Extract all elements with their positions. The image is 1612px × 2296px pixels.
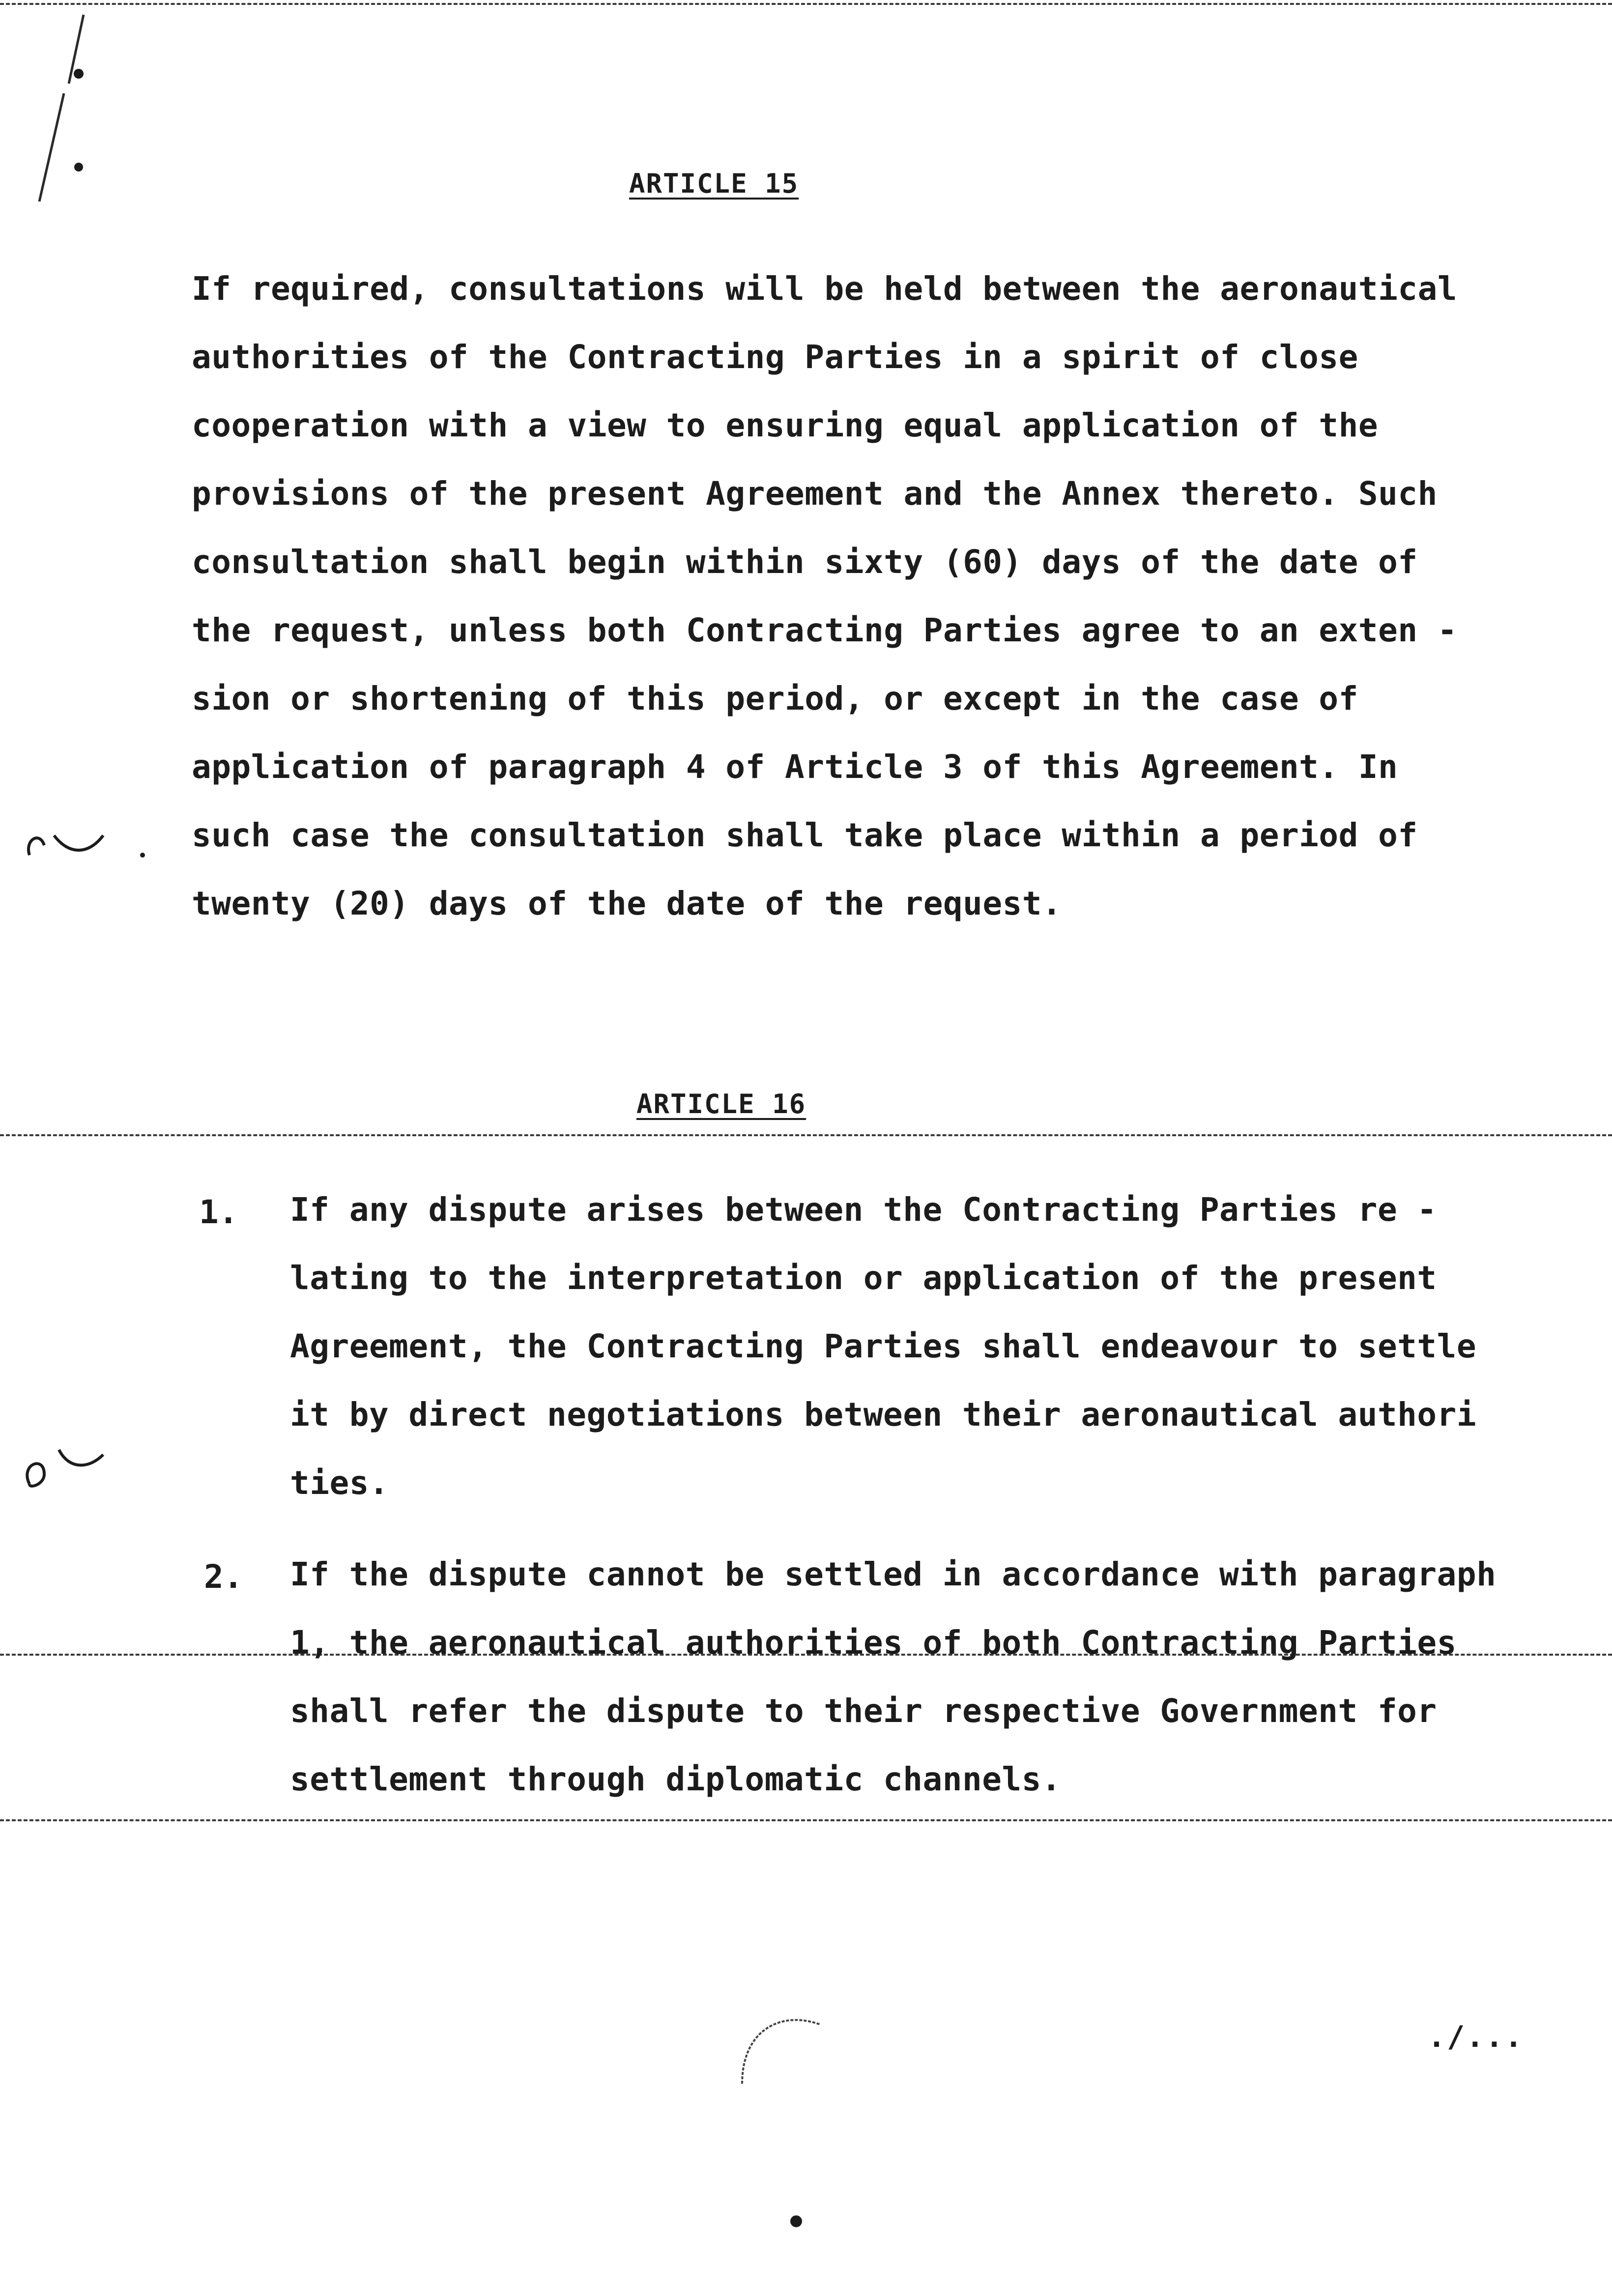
scan-rule bbox=[0, 1134, 1612, 1136]
article-15-heading: ARTICLE 15 bbox=[629, 168, 799, 199]
scan-rule bbox=[0, 3, 1612, 5]
text-line: ties. bbox=[290, 1464, 389, 1502]
text-line: If the dispute cannot be settled in accordance with paragraph bbox=[290, 1555, 1497, 1593]
margin-tick-mark bbox=[15, 816, 152, 875]
text-line: sion or shortening of this period, or except in the case of bbox=[192, 680, 1358, 718]
paragraph-number: 1. bbox=[199, 1193, 238, 1231]
article-16-paragraph-2 bbox=[290, 1540, 1496, 1813]
text-line: authorities of the Contracting Parties in a spirit of close bbox=[192, 338, 1358, 376]
text-line: it by direct negotiations between their aeronautical authori bbox=[290, 1396, 1477, 1434]
text-line: If any dispute arises between the Contracting Parties re - bbox=[290, 1191, 1437, 1229]
stray-dot bbox=[786, 2211, 806, 2231]
text-line: twenty (20) days of the date of the request. bbox=[192, 885, 1062, 922]
article-16-paragraph-1 bbox=[290, 1176, 1476, 1517]
text-line: such case the consultation shall take place within a period of bbox=[192, 816, 1418, 854]
text-line: the request, unless both Contracting Parties agree to an exten - bbox=[192, 611, 1458, 649]
text-line: 1, the aeronautical authorities of both Contracting Parties bbox=[290, 1624, 1457, 1662]
margin-tick-mark bbox=[10, 1435, 118, 1494]
article-16-heading: ARTICLE 16 bbox=[636, 1089, 806, 1119]
continuation-marker: ./... bbox=[1428, 2020, 1524, 2054]
text-line: shall refer the dispute to their respective Government for bbox=[290, 1692, 1437, 1730]
margin-scribble bbox=[10, 5, 98, 211]
text-line: consultation shall begin within sixty (60) days of the date of bbox=[192, 543, 1418, 581]
text-line: cooperation with a view to ensuring equal application of the bbox=[192, 406, 1379, 444]
text-line: application of paragraph 4 of Article 3 of this Agreement. In bbox=[192, 748, 1398, 786]
text-line: settlement through diplomatic channels. bbox=[290, 1760, 1062, 1798]
text-line: lating to the interpretation or application of the present bbox=[290, 1259, 1437, 1297]
text-line: Agreement, the Contracting Parties shall endeavour to settle bbox=[290, 1327, 1477, 1365]
article-15-paragraph bbox=[192, 255, 1457, 938]
text-line: provisions of the present Agreement and the Annex thereto. Such bbox=[192, 475, 1438, 513]
stamp-arc bbox=[727, 1990, 855, 2089]
paragraph-number: 2. bbox=[204, 1558, 243, 1596]
text-line: If required, consultations will be held between the aeronautical bbox=[192, 270, 1458, 308]
scan-rule bbox=[0, 1819, 1612, 1821]
